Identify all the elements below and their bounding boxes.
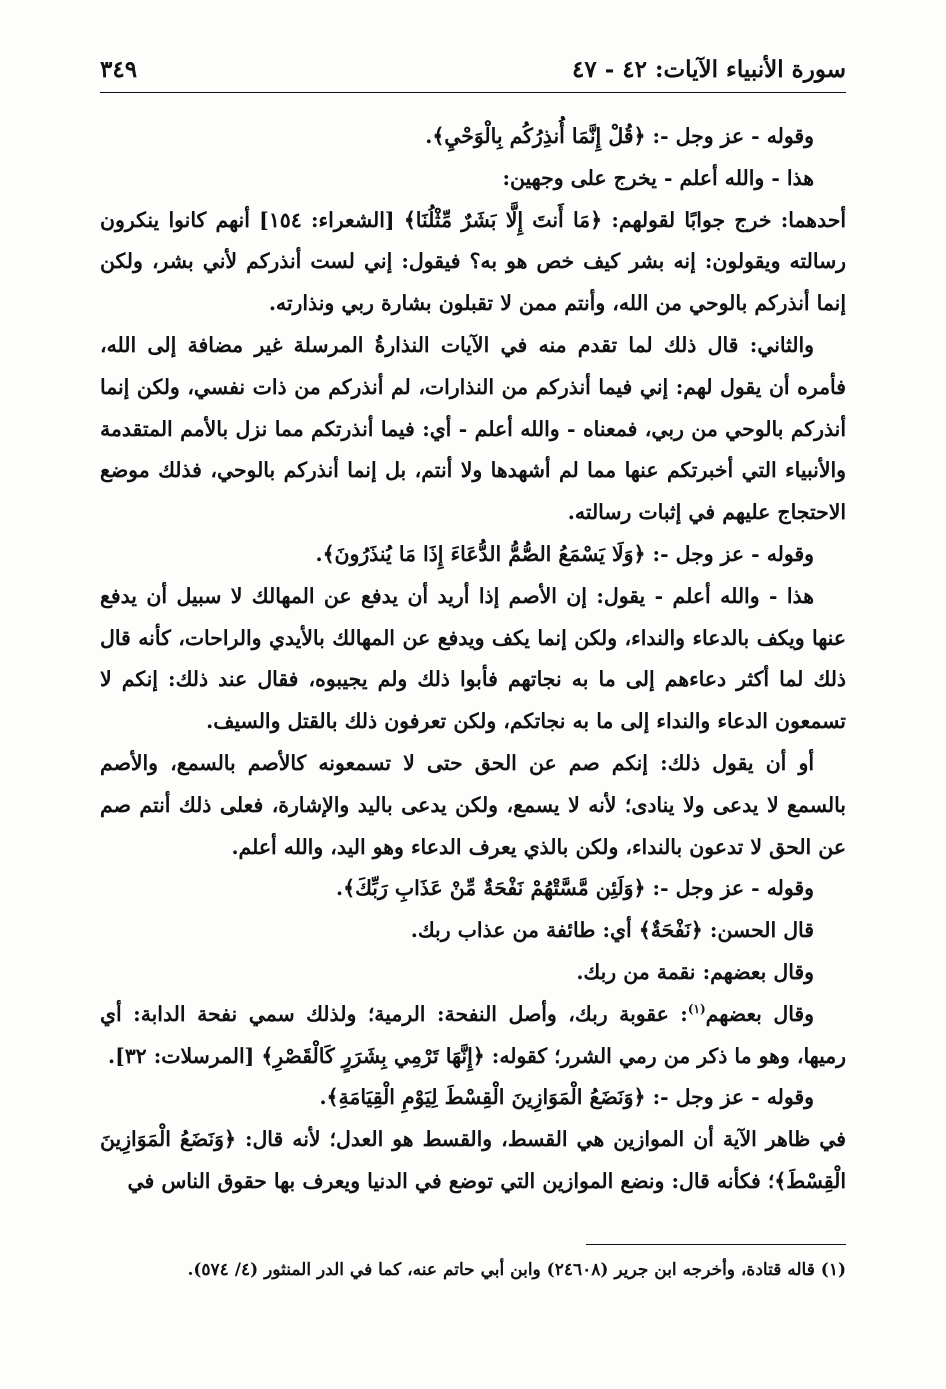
paragraph: هذا - والله أعلم - يقول: إن الأصم إذا أريد أن يدفع عن المهالك لا سبيل أن يدفع عنها ويكف بالدعاء والنداء، ولكن إنما يكف ويدفع عن المهالك بالأيدي والراحات، كأنه قال ذلك لما أكثر دعاءهم إلى ما به نجاتهم فأبوا ذلك ولم يجيبوه، فقال عند ذلك: إنكم لا تسمعون الدعاء والنداء إلى ما به نجاتكم، ولكن تعرفون ذلك بالقتل والسيف. <box>100 583 846 734</box>
paragraph-text-end: : عقوبة ربك، وأصل النفحة: الرمية؛ ولذلك سمي نفحة الدابة: أي رميها، وهو ما ذكر من رمي الشرر؛ كقوله: ﴿إِنَّهَا تَرْمِي بِشَرَرٍ كَالْقَصْرِ﴾ [المرسلات: ٣٢]. <box>100 1001 846 1068</box>
paragraph: وقوله - عز وجل -: ﴿وَنَضَعُ الْمَوَازِينَ الْقِسْطَ لِيَوْمِ الْقِيَامَةِ﴾. <box>319 1085 814 1110</box>
paragraph: قال الحسن: ﴿نَفْحَةٌ﴾ أي: طائفة من عذاب ربك. <box>410 918 814 943</box>
footnote: (١) قاله قتادة، وأخرجه ابن جرير (٢٤٦٠٨) وابن أبي حاتم عنه، كما في الدر المنثور (٤/ ٥٧٤). <box>187 1260 846 1280</box>
paragraph: هذا - والله أعلم - يخرج على وجهين: <box>502 165 814 190</box>
paragraph: وقوله - عز وجل -: ﴿وَلَئِن مَّسَّتْهُمْ نَفْحَةٌ مِّنْ عَذَابِ رَبِّكَ﴾. <box>336 876 814 901</box>
paragraph: في ظاهر الآية أن الموازين هي القسط، والقسط هو العدل؛ لأنه قال: ﴿وَنَضَعُ الْمَوَازِينَ الْقِسْطَ﴾؛ فكأنه قال: ونضع الموازين التي توضع في الدنيا ويعرف بها حقوق الناس في <box>100 1127 846 1193</box>
page-body <box>100 116 846 1226</box>
footnote-separator <box>586 1244 846 1245</box>
footnote-reference: (١) <box>687 1001 706 1016</box>
page-number: ٣٤٩ <box>100 56 138 83</box>
paragraph: أو أن يقول ذلك: إنكم صم عن الحق حتى لا تسمعونه كالأصم بالسمع، والأصم بالسمع لا يدعى ولا ينادى؛ لأنه لا يسمع، ولكن يدعى باليد والإشارة، فعلى ذلك أنتم صم عن الحق لا تدعون بالنداء، ولكن بالذي يعرف الدعاء وهو اليد، والله أعلم. <box>100 750 846 859</box>
paragraph-text-start: وقال بعضهم <box>705 1001 814 1026</box>
surah-title: سورة الأنبياء الآيات: ٤٢ - ٤٧ <box>571 56 846 83</box>
paragraph: وقوله - عز وجل -: ﴿قُلْ إِنَّمَا أُنذِرُكُم بِالْوَحْيِ﴾. <box>425 124 814 148</box>
paragraph: وقال بعضهم: نقمة من ربك. <box>576 959 814 984</box>
paragraph-with-footnote <box>100 994 846 1078</box>
paragraph: وقوله - عز وجل -: ﴿وَلَا يَسْمَعُ الصُّمُّ الدُّعَاءَ إِذَا مَا يُنذَرُونَ﴾. <box>315 541 814 566</box>
paragraph: والثاني: قال ذلك لما تقدم منه في الآيات النذارةُ المرسلة غير مضافة إلى الله، فأمره أن يقول لهم: إني فيما أنذركم من النذارات، لم أنذركم من ذات نفسي، ولكن إنما أنذركم بالوحي من ربي، فمعناه - والله أعلم - أي: فيما أنذرتكم مما نزل بالأمم المتقدمة والأنبياء التي أخبرتكم عنها مما لم أشهدها ولا أنتم، بل إنما أنذركم بالوحي، فذلك موضع الاحتجاج عليهم في إثبات رسالته. <box>100 332 846 525</box>
page-header <box>100 52 846 93</box>
paragraph: أحدهما: خرج جوابًا لقولهم: ﴿مَا أَنتَ إِلَّا بَشَرٌ مِّثْلُنَا﴾ [الشعراء: ١٥٤] أنهم كانوا ينكرون رسالته ويقولون: إنه بشر كيف خص هو به؟ فيقول: إني لست أنذركم لأني بشر، ولكن إنما أنذركم بالوحي من الله، وأنتم ممن لا تقبلون بشارة ربي ونذارته. <box>100 207 846 316</box>
